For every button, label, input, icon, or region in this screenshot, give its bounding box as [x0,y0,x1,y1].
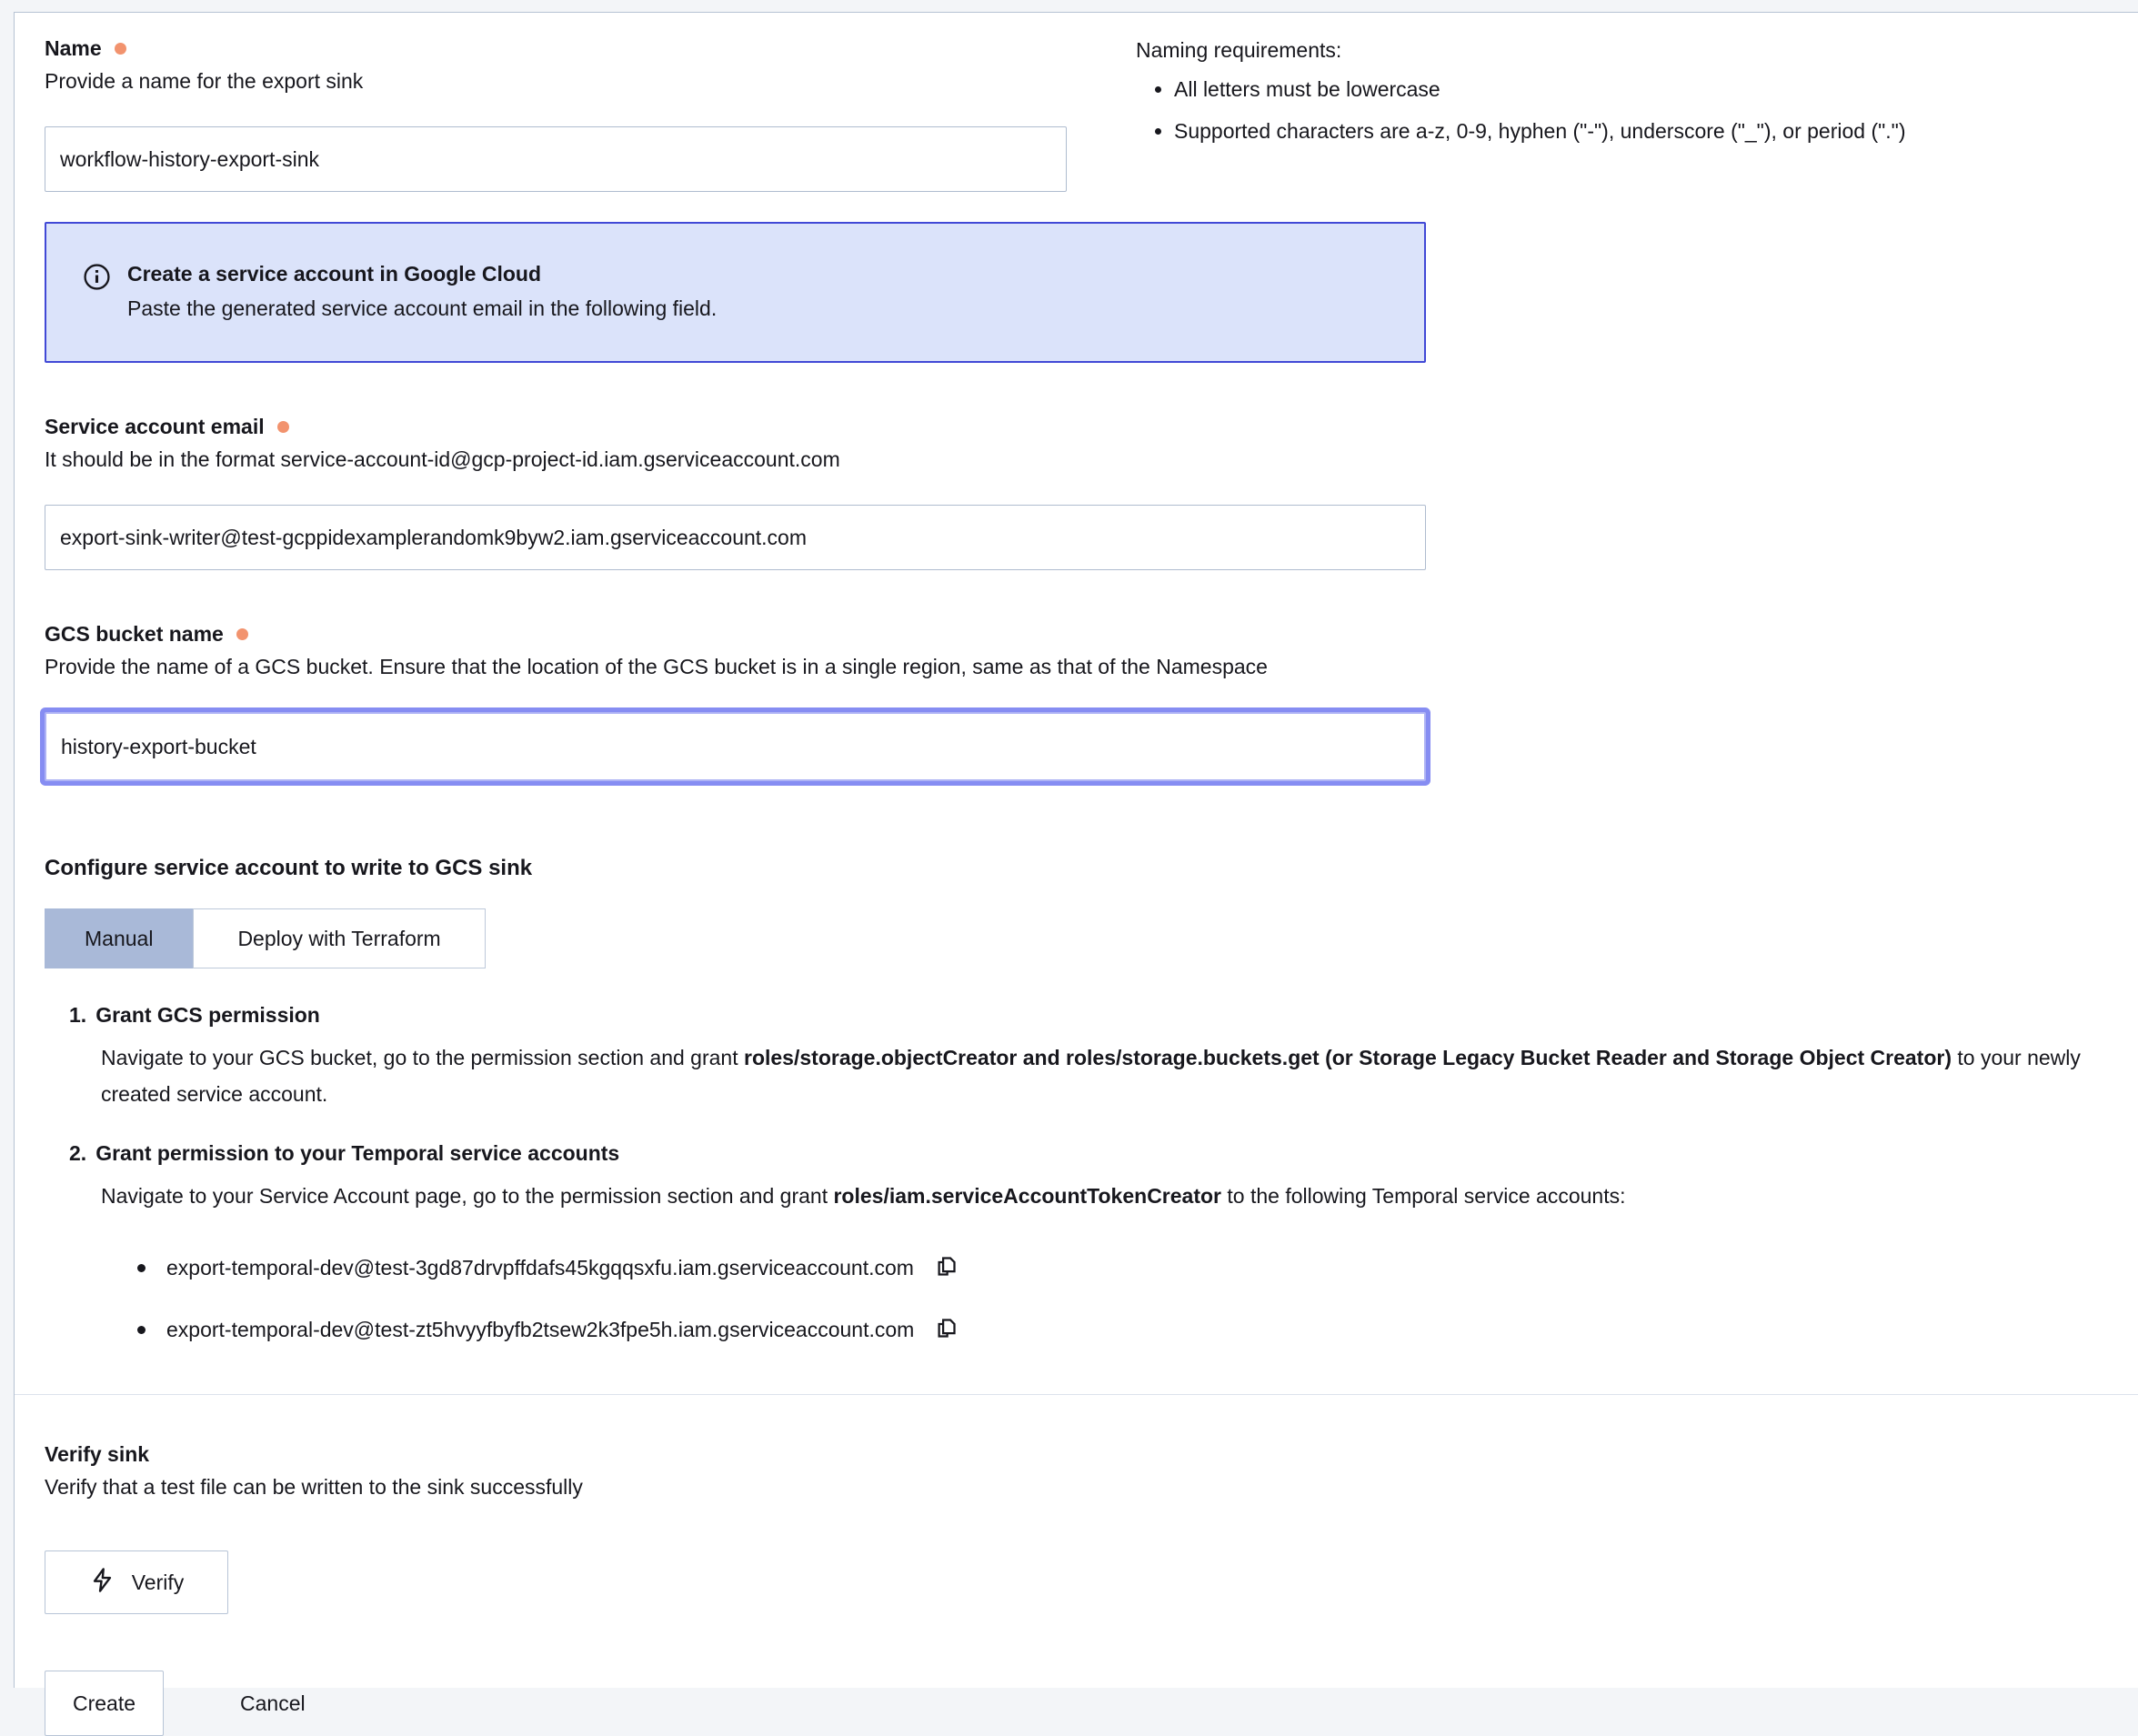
step-grant-gcs-permission [45,1003,2113,1112]
copy-icon [934,1316,959,1343]
name-row [45,36,2113,192]
gcs-bucket-input[interactable] [45,712,1426,781]
step-body-text: to the following Temporal service accounts: [1221,1184,1625,1208]
service-account-email-description: It should be in the format service-account-id@gcp-project-id.iam.gserviceaccount.com [45,447,2113,472]
step-title: Grant permission to your Temporal service accounts [95,1141,619,1166]
temporal-service-account-list [45,1252,2113,1345]
list-item [45,1252,2113,1283]
gcs-bucket-label: GCS bucket name [45,622,224,647]
configure-tabs [45,908,486,968]
tab-manual[interactable]: Manual [45,908,193,968]
gcs-bucket-field [45,622,2113,781]
service-account-info-banner [45,222,1426,363]
copy-button[interactable] [932,1252,960,1283]
verify-button-label: Verify [132,1570,185,1595]
info-circle-icon [83,263,111,296]
verify-sink-title: Verify sink [45,1442,149,1467]
naming-requirements-title: Naming requirements: [1136,38,2113,63]
service-account-email-label: Service account email [45,415,265,439]
create-button[interactable]: Create [45,1671,164,1736]
bullet-dot [137,1264,146,1272]
naming-requirements [1136,36,2113,161]
copy-icon [934,1254,959,1281]
gcs-bucket-description: Provide the name of a GCS bucket. Ensure that the location of the GCS bucket is in a single region, same as that of the Namespace [45,655,2113,679]
name-label-row [45,36,1067,61]
step-number: 2. [69,1141,86,1166]
info-banner-body: Paste the generated service account email in the following field. [127,296,717,321]
required-dot [115,43,126,55]
naming-requirement-item: • Supported characters are a-z, 0-9, hyphen ("-"), underscore ("_"), or period (".") [1174,119,2113,144]
cancel-button[interactable]: Cancel [222,1671,324,1736]
temporal-service-account-email: export-temporal-dev@test-zt5hvyyfbyfb2tsew2k3fpe5h.iam.gserviceaccount.com [166,1318,914,1342]
list-item [45,1314,2113,1345]
verify-button[interactable] [45,1550,228,1614]
step-title: Grant GCS permission [95,1003,320,1028]
manual-steps [45,1003,2113,1345]
name-description: Provide a name for the export sink [45,69,1067,94]
temporal-service-account-email: export-temporal-dev@test-3gd87drvpffdafs45kgqqsxfu.iam.gserviceaccount.com [166,1256,914,1280]
step-body-text: Navigate to your GCS bucket, go to the permission section and grant [101,1046,744,1069]
step-body-text: to your newly created service account. [101,1046,2081,1106]
configure-section-title: Configure service account to write to GCS sink [45,856,2113,881]
tab-deploy-with-terraform[interactable]: Deploy with Terraform [193,908,485,968]
bullet-dot [137,1326,146,1334]
lightning-bolt-icon [89,1567,115,1599]
step-body-text: Navigate to your Service Account page, go to the permission section and grant [101,1184,833,1208]
step-body-roles: roles/storage.objectCreator and roles/storage.buckets.get (or Storage Legacy Bucket Reader and Storage Object Creator) [744,1046,1952,1069]
required-dot [236,628,248,640]
copy-button[interactable] [932,1314,960,1345]
step-body [69,1178,2113,1214]
form-actions [45,1671,2113,1736]
export-sink-form-panel [14,12,2138,1688]
naming-requirement-item: • All letters must be lowercase [1174,77,2113,102]
step-number: 1. [69,1003,86,1028]
service-account-email-input[interactable] [45,505,1426,570]
name-input[interactable] [45,126,1067,192]
required-dot [277,421,289,433]
info-banner-title: Create a service account in Google Cloud [127,262,717,286]
service-account-email-field [45,415,2113,570]
step-body [69,1039,2113,1112]
verify-sink-description: Verify that a test file can be written to the sink successfully [45,1475,2113,1500]
section-divider [15,1394,2138,1395]
step-body-roles: roles/iam.serviceAccountTokenCreator [833,1184,1221,1208]
name-label: Name [45,36,102,61]
verify-sink-section [45,1442,2113,1614]
step-grant-temporal-permission [45,1141,2113,1214]
